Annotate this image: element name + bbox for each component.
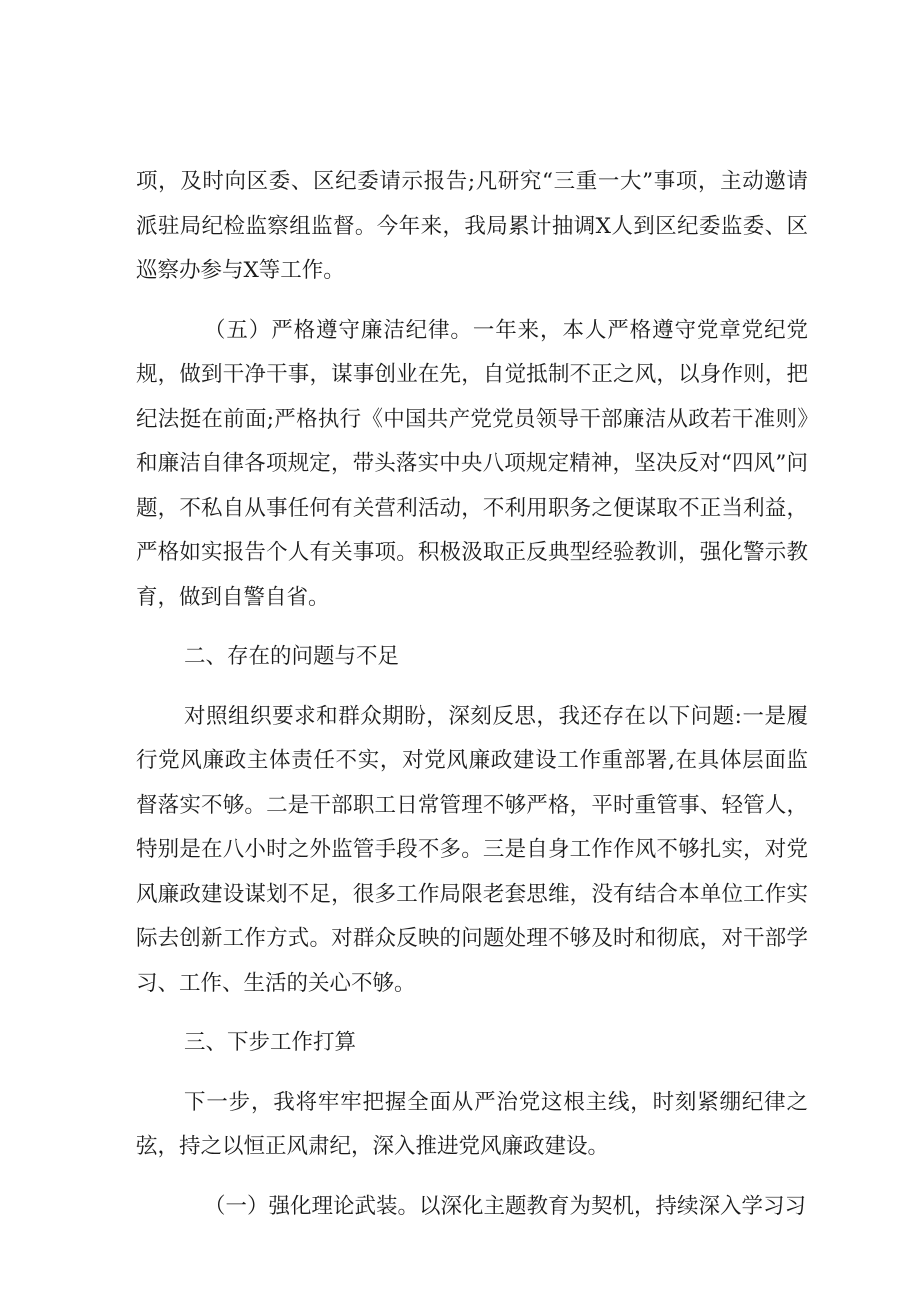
section-heading-problems: 二、存在的问题与不足: [184, 644, 400, 669]
paragraph-gap: [136, 294, 808, 309]
paragraph-gap: [136, 620, 808, 635]
paragraph-problems: 对照组织要求和群众期盼，深刻反思，我还存在以下问题:一是履行党风廉政主体责任不实，对党风廉政建设工作重部署,在具体层面监督落实不够。二是干部职工日常管理不够严格，平时重管事、轻管人，特别是在八小时之外监管手段不多。三是自身工作作风不够扎实，对党风廉政建设谋划不足，很多工作局限老套思维，没有结合本单位工作实际去创新工作方式。对群众反映的问题处理不够及时和彻底，对干部学习、工作、生活的关心不够。: [136, 703, 808, 996]
paragraph-integrity-discipline: （五）严格遵守廉洁纪律。一年来，本人严格遵守党章党纪党规，做到干净干事，谋事创业在先，自觉抵制不正之风，以身作则，把纪法挺在前面;严格执行《中国共产党党员领导干部廉洁从政若干准则》和廉洁自律各项规定，带头落实中央八项规定精神，坚决反对“四风”问题，不私自从事任何有关营利活动，不利用职务之便谋取不正当利益，严格如实报告个人有关事项。积极汲取正反典型经验教训，强化警示教育，做到自警自省。: [136, 317, 808, 610]
paragraph-next-steps: 下一步，我将牢牢把握全面从严治党这根主线，时刻紧绷纪律之弦，持之以恒正风肃纪，深入推进党风廉政建设。: [136, 1089, 808, 1159]
paragraph-gap: [136, 1170, 808, 1185]
paragraph-gap: [136, 1006, 808, 1021]
paragraph-reporting-duties: 项，及时向区委、区纪委请示报告;凡研究“三重一大”事项，主动邀请派驻局纪检监察组监督。今年来，我局累计抽调X人到区纪委监委、区巡察办参与X等工作。: [136, 169, 808, 283]
paragraph-gap: [136, 680, 808, 695]
document-page: [136, 160, 808, 1229]
paragraph-gap: [136, 1066, 808, 1081]
section-heading-next-steps: 三、下步工作打算: [184, 1030, 357, 1055]
paragraph-theory-study: （一）强化理论武装。以深化主题教育为契机，持续深入学习习: [204, 1193, 807, 1219]
